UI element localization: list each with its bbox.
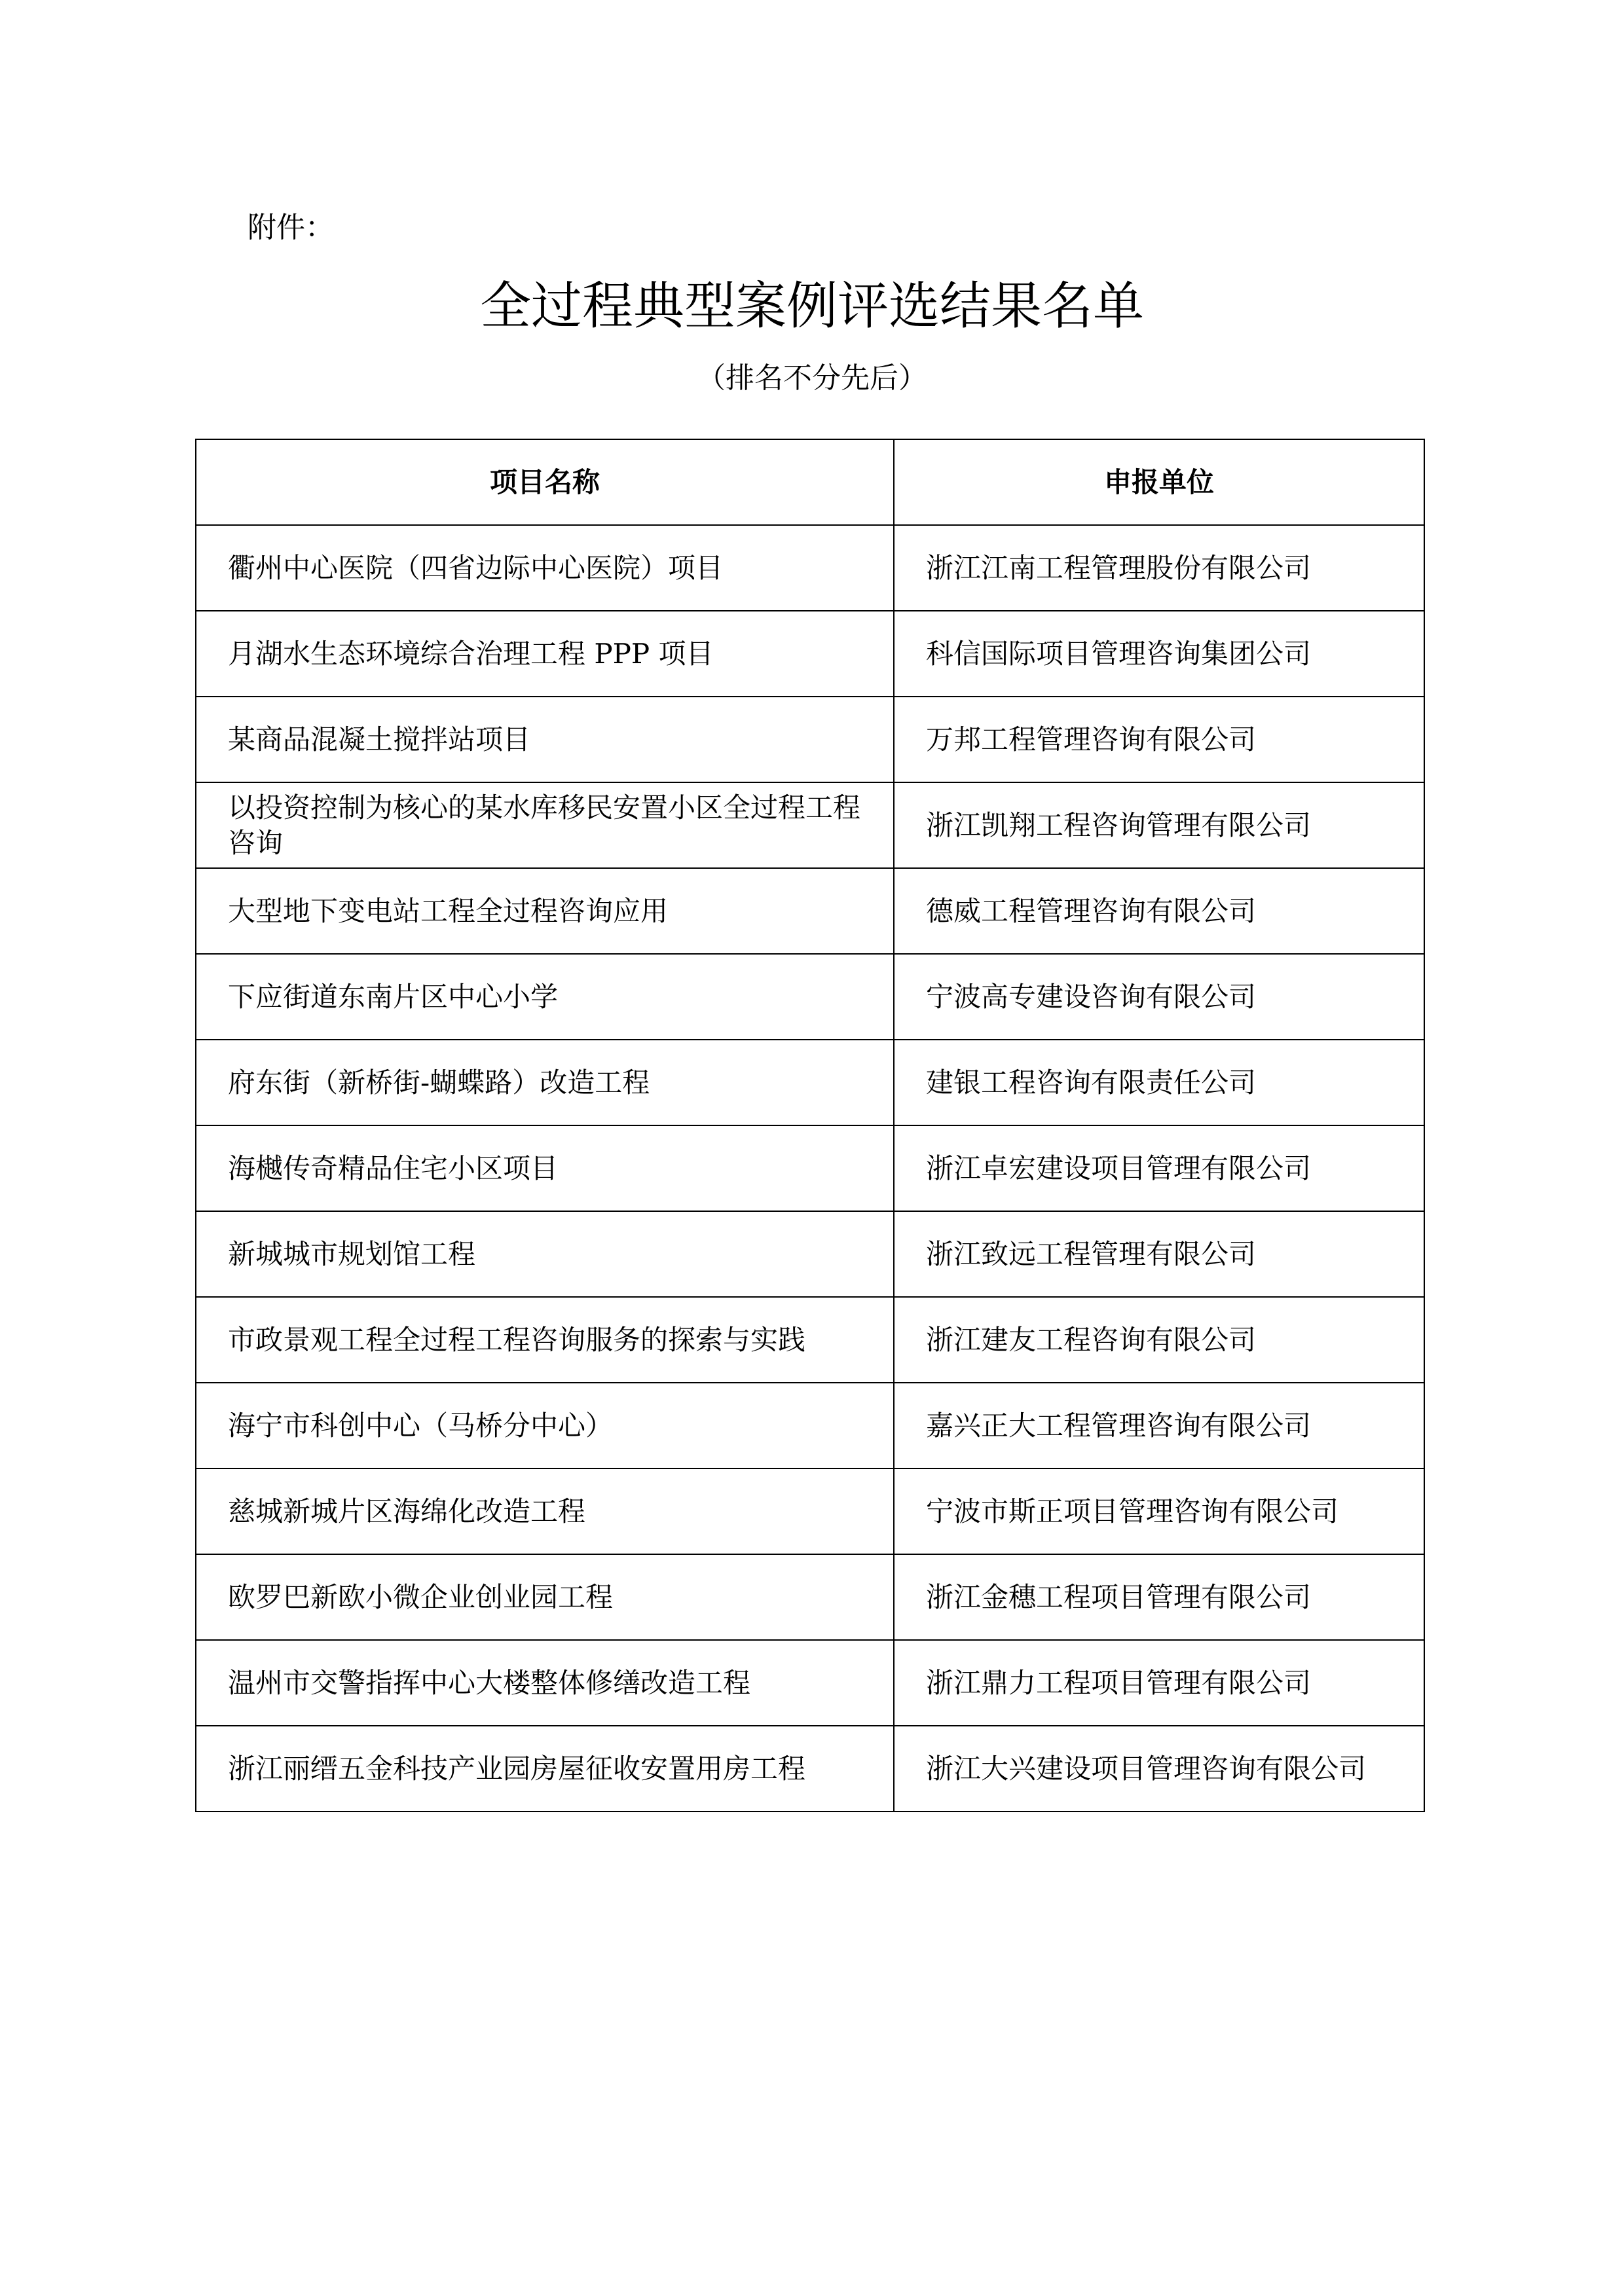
reporting-unit-cell: 万邦工程管理咨询有限公司 bbox=[894, 697, 1424, 782]
document-title: 全过程典型案例评选结果名单 bbox=[479, 277, 1144, 336]
table-row bbox=[196, 1554, 1424, 1640]
table-row bbox=[196, 697, 1424, 782]
reporting-unit-cell: 浙江大兴建设项目管理咨询有限公司 bbox=[894, 1726, 1424, 1812]
header-project-name: 项目名称 bbox=[196, 439, 894, 525]
table-row bbox=[196, 782, 1424, 868]
reporting-unit-cell: 科信国际项目管理咨询集团公司 bbox=[894, 611, 1424, 697]
table-row bbox=[196, 1211, 1424, 1297]
reporting-unit-cell: 浙江建友工程咨询有限公司 bbox=[894, 1297, 1424, 1383]
reporting-unit-cell: 浙江鼎力工程项目管理有限公司 bbox=[894, 1640, 1424, 1726]
project-name-cell: 下应街道东南片区中心小学 bbox=[196, 954, 894, 1040]
project-name-cell: 海宁市科创中心（马桥分中心） bbox=[196, 1383, 894, 1468]
project-name-cell: 月湖水生态环境综合治理工程 PPP 项目 bbox=[196, 611, 894, 697]
project-name-cell: 慈城新城片区海绵化改造工程 bbox=[196, 1468, 894, 1554]
result-table bbox=[195, 439, 1425, 1812]
reporting-unit-cell: 浙江江南工程管理股份有限公司 bbox=[894, 525, 1424, 611]
project-name-cell: 温州市交警指挥中心大楼整体修缮改造工程 bbox=[196, 1640, 894, 1726]
project-name-cell: 以投资控制为核心的某水库移民安置小区全过程工程咨询 bbox=[196, 782, 894, 868]
table-row bbox=[196, 1125, 1424, 1211]
project-name-cell: 浙江丽缙五金科技产业园房屋征收安置用房工程 bbox=[196, 1726, 894, 1812]
project-name-cell: 欧罗巴新欧小微企业创业园工程 bbox=[196, 1554, 894, 1640]
reporting-unit-cell: 宁波高专建设咨询有限公司 bbox=[894, 954, 1424, 1040]
table-row bbox=[196, 1040, 1424, 1125]
reporting-unit-cell: 宁波市斯正项目管理咨询有限公司 bbox=[894, 1468, 1424, 1554]
reporting-unit-cell: 浙江致远工程管理有限公司 bbox=[894, 1211, 1424, 1297]
document-subtitle: （排名不分先后） bbox=[697, 361, 927, 395]
project-name-cell: 大型地下变电站工程全过程咨询应用 bbox=[196, 868, 894, 954]
reporting-unit-cell: 浙江凯翔工程咨询管理有限公司 bbox=[894, 782, 1424, 868]
table-row bbox=[196, 1297, 1424, 1383]
project-name-cell: 新城城市规划馆工程 bbox=[196, 1211, 894, 1297]
table-row bbox=[196, 525, 1424, 611]
table-row bbox=[196, 1383, 1424, 1468]
project-name-cell: 市政景观工程全过程工程咨询服务的探索与实践 bbox=[196, 1297, 894, 1383]
project-name-cell: 府东街（新桥街-蝴蝶路）改造工程 bbox=[196, 1040, 894, 1125]
reporting-unit-cell: 嘉兴正大工程管理咨询有限公司 bbox=[894, 1383, 1424, 1468]
reporting-unit-cell: 建银工程咨询有限责任公司 bbox=[894, 1040, 1424, 1125]
table-header-row bbox=[196, 439, 1424, 525]
project-name-cell: 衢州中心医院（四省边际中心医院）项目 bbox=[196, 525, 894, 611]
reporting-unit-cell: 浙江卓宏建设项目管理有限公司 bbox=[894, 1125, 1424, 1211]
table-row bbox=[196, 611, 1424, 697]
table-row bbox=[196, 1468, 1424, 1554]
table-row bbox=[196, 1726, 1424, 1812]
header-reporting-unit: 申报单位 bbox=[894, 439, 1424, 525]
reporting-unit-cell: 浙江金穗工程项目管理有限公司 bbox=[894, 1554, 1424, 1640]
table-row bbox=[196, 1640, 1424, 1726]
table-row bbox=[196, 954, 1424, 1040]
reporting-unit-cell: 德威工程管理咨询有限公司 bbox=[894, 868, 1424, 954]
table-row bbox=[196, 868, 1424, 954]
project-name-cell: 海樾传奇精品住宅小区项目 bbox=[196, 1125, 894, 1211]
attachment-label: 附件： bbox=[248, 211, 334, 244]
project-name-cell: 某商品混凝土搅拌站项目 bbox=[196, 697, 894, 782]
